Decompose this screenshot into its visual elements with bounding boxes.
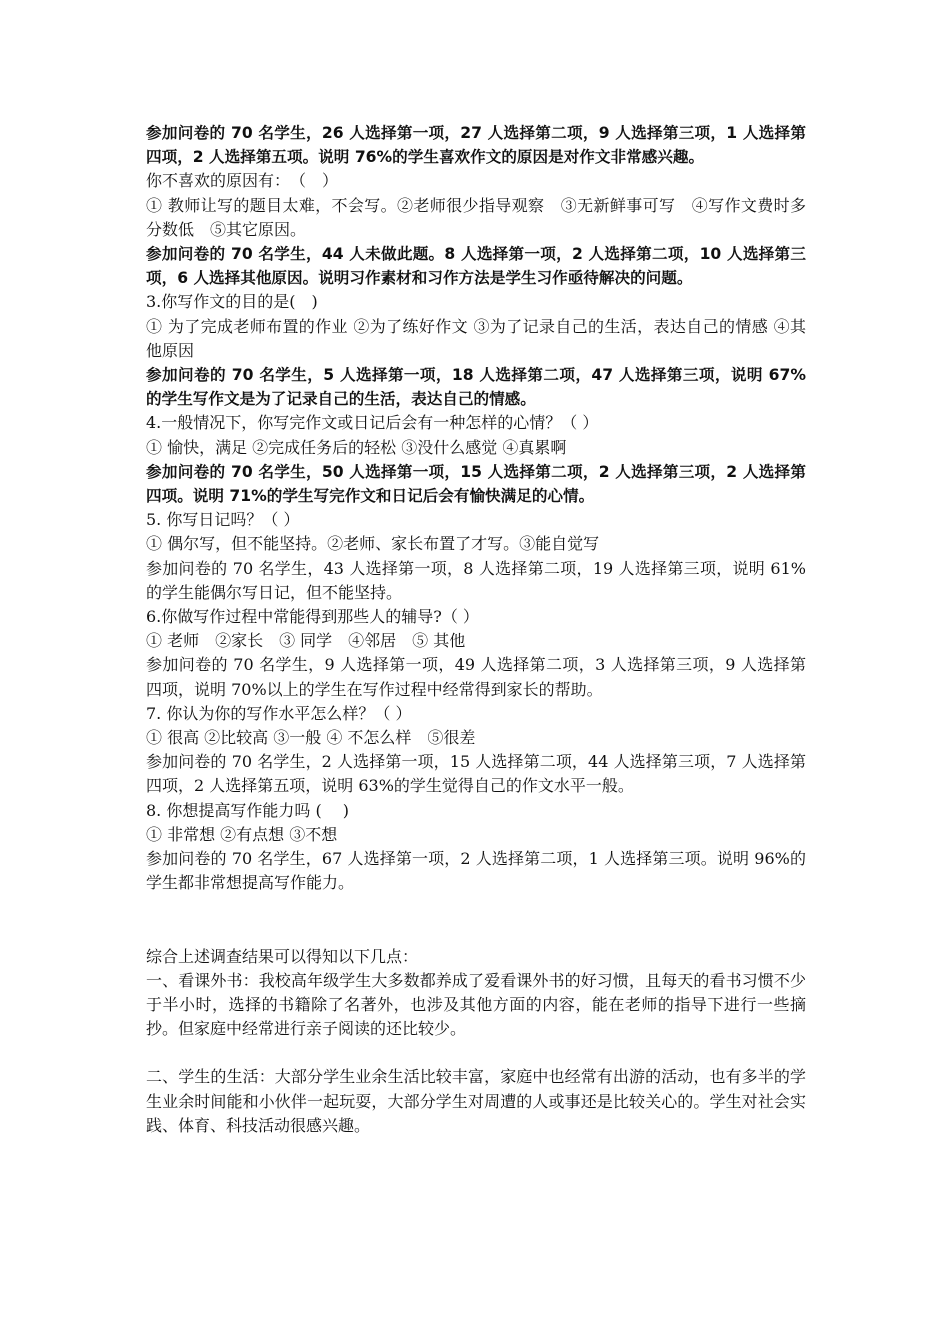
summary-point: 二、学生的生活：大部分学生业余生活比较丰富，家庭中也经常有出游的活动，也有多半的学生业余时间能和小伙伴一起玩耍，大部分学生对周遭的人或事还是比较关心的。学生对社会实践、体育、科技活动很感兴趣。 <box>146 1067 806 1135</box>
survey-result-paragraph: 参加问卷的 70 名学生，44 人未做此题。8 人选择第一项，2 人选择第二项，10 人选择第三项，6 人选择其他原因。说明习作素材和习作方法是学生习作亟待解决的问题。 <box>146 245 806 288</box>
survey-result-paragraph: 参加问卷的 70 名学生，67 人选择第一项，2 人选择第二项，1 人选择第三项。说明 96%的学生都非常想提高写作能力。 <box>146 849 806 893</box>
options-text: ① 非常想 ②有点想 ③不想 <box>146 824 338 844</box>
options-text: ① 为了完成老师布置的作业 ②为了练好作文 ③为了记录自己的生活，表达自己的情感 ④其他原因 <box>146 316 806 360</box>
options-text: ① 偶尔写，但不能坚持。②老师、家长布置了才写。③能自觉写 <box>146 534 600 554</box>
question-text: 7. 你认为你的写作水平怎么样？（ ） <box>146 703 412 723</box>
survey-result-paragraph: 参加问卷的 70 名学生，43 人选择第一项，8 人选择第二项，19 人选择第三项，说明 61%的学生能偶尔写日记，但不能坚持。 <box>146 558 806 602</box>
options-text: ① 很高 ②比较高 ③一般 ④ 不怎么样 ⑤很差 <box>146 728 476 748</box>
question-text: 8. 你想提高写作能力吗 ( ) <box>146 800 350 820</box>
survey-result-paragraph: 参加问卷的 70 名学生，9 人选择第一项，49 人选择第二项，3 人选择第三项，9 人选择第四项，说明 70%以上的学生在写作过程中经常得到家长的帮助。 <box>146 655 806 699</box>
options-text: ① 老师 ②家长 ③ 同学 ④邻居 ⑤ 其他 <box>146 631 466 651</box>
options-text: ① 教师让写的题目太难，不会写。②老师很少指导观察 ③无新鲜事可写 ④写作文费时多分数低 ⑤其它原因。 <box>146 195 806 239</box>
question-text: 你不喜欢的原因有： （ ） <box>146 171 339 191</box>
survey-result-paragraph: 参加问卷的 70 名学生，5 人选择第一项，18 人选择第二项，47 人选择第三项，说明 67%的学生写作文是为了记录自己的生活，表达自己的情感。 <box>146 366 806 409</box>
question-text: 4.一般情况下，你写完作文或日记后会有一种怎样的心情？（ ） <box>146 413 599 433</box>
question-text: 6.你做写作过程中常能得到那些人的辅导?（ ） <box>146 607 479 627</box>
options-text: ① 愉快，满足 ②完成任务后的轻松 ③没什么感觉 ④真累啊 <box>146 437 567 457</box>
summary-heading: 综合上述调查结果可以得知以下几点： <box>146 946 419 966</box>
summary-point: 一、看课外书：我校高年级学生大多数都养成了爱看课外书的好习惯，且每天的看书习惯不少于半小时，选择的书籍除了名著外，也涉及其他方面的内容，能在老师的指导下进行一些摘抄。但家庭中经常进行亲子阅读的还比较少。 <box>146 970 806 1039</box>
blank-line <box>146 896 806 945</box>
survey-result-paragraph: 参加问卷的 70 名学生，26 人选择第一项，27 人选择第二项，9 人选择第三项，1 人选择第四项，2 人选择第五项。说明 76%的学生喜欢作文的原因是对作文非常感兴趣。 <box>146 124 806 167</box>
question-text: 3.你写作文的目的是( ) <box>146 292 318 312</box>
survey-result-paragraph: 参加问卷的 70 名学生，50 人选择第一项，15 人选择第二项，2 人选择第三项，2 人选择第四项。说明 71%的学生写完作文和日记后会有愉快满足的心情。 <box>146 462 806 506</box>
question-text: 5. 你写日记吗？（ ） <box>146 510 300 530</box>
survey-result-paragraph: 参加问卷的 70 名学生，2 人选择第一项，15 人选择第二项，44 人选择第三项，7 人选择第四项，2 人选择第五项，说明 63%的学生觉得自己的作文水平一般。 <box>146 752 806 796</box>
blank-line <box>146 1041 806 1065</box>
